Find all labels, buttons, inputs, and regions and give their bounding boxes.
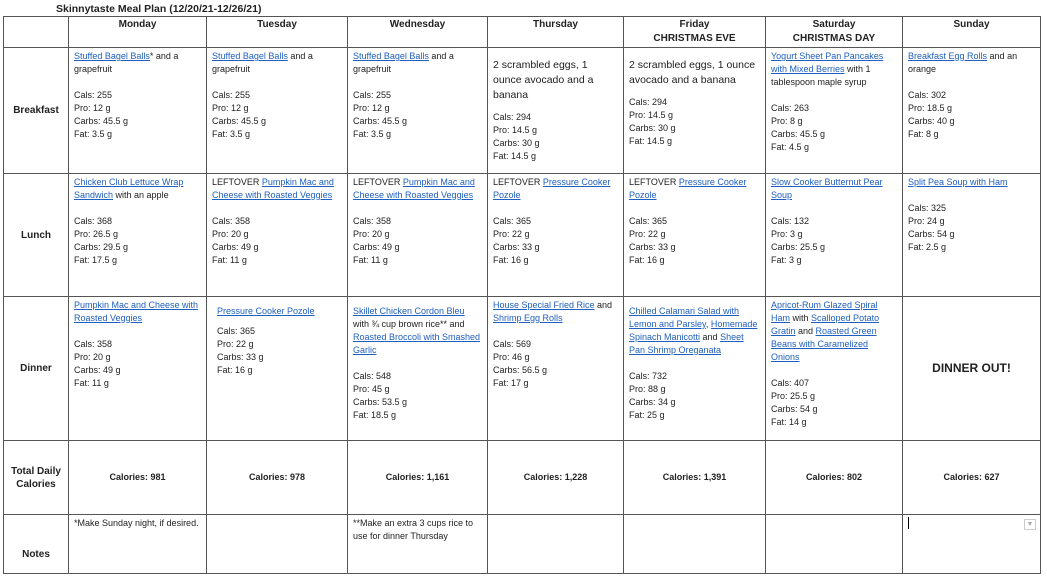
recipe-link[interactable]: Pressure Cooker Pozole — [629, 177, 747, 200]
lunch-cell: LEFTOVER Pressure Cooker Pozole Cals: 365 Pro: 22 g Carbs: 33 g Fat: 16 g — [624, 174, 766, 297]
recipe-link[interactable]: House Special Fried Rice — [493, 300, 595, 310]
breakfast-cell: 2 scrambled eggs, 1 ounce avocado and a banana Cals: 294 Pro: 14.5 g Carbs: 30 g Fat: 14.5 g — [488, 48, 624, 174]
dinner-cell: Chilled Calamari Salad with Lemon and Parsley, Homemade Spinach Manicotti and Sheet Pan Shrimp Oreganata Cals: 732 Pro: 88 g Carbs: 34 g Fat: 25 g — [624, 297, 766, 441]
total-calories: Calories: 1,228 — [488, 441, 624, 515]
breakfast-cell: Stuffed Bagel Balls* and a grapefruit Cals: 255 Pro: 12 g Carbs: 45.5 g Fat: 3.5 g — [69, 48, 207, 174]
total-calories: Calories: 802 — [766, 441, 903, 515]
row-label-dinner: Dinner — [4, 297, 69, 441]
recipe-link[interactable]: Apricot-Rum Glazed Spiral Ham — [771, 300, 878, 323]
dinner-out-cell: DINNER OUT! — [903, 297, 1041, 441]
day-header-friday: Friday CHRISTMAS EVE — [624, 17, 766, 48]
notes-cell[interactable]: **Make an extra 3 cups rice to use for dinner Thursday — [348, 515, 488, 574]
lunch-cell: Slow Cooker Butternut Pear Soup Cals: 132 Pro: 3 g Carbs: 25.5 g Fat: 3 g — [766, 174, 903, 297]
notes-cell-active[interactable] — [903, 515, 1041, 574]
day-header-sunday: Sunday — [903, 17, 1041, 48]
total-calories: Calories: 627 — [903, 441, 1041, 515]
breakfast-cell: 2 scrambled eggs, 1 ounce avocado and a banana Cals: 294 Pro: 14.5 g Carbs: 30 g Fat: 14.5 g — [624, 48, 766, 174]
notes-cell[interactable] — [488, 515, 624, 574]
dinner-row — [4, 297, 1041, 441]
lunch-cell: LEFTOVER Pumpkin Mac and Cheese with Roasted Veggies Cals: 358 Pro: 20 g Carbs: 49 g Fat: 11 g — [348, 174, 488, 297]
notes-cell[interactable] — [624, 515, 766, 574]
text-cursor — [908, 517, 909, 529]
lunch-row — [4, 174, 1041, 297]
total-calories: Calories: 981 — [69, 441, 207, 515]
recipe-link[interactable]: Yogurt Sheet Pan Pancakes with Mixed Berries — [771, 51, 884, 74]
recipe-link[interactable]: Sheet Pan Shrimp Oreganata — [629, 332, 744, 355]
total-calories: Calories: 1,161 — [348, 441, 488, 515]
header-row — [4, 17, 1041, 48]
breakfast-cell: Breakfast Egg Rolls and an orange Cals: 302 Pro: 18.5 g Carbs: 40 g Fat: 8 g — [903, 48, 1041, 174]
dinner-cell: House Special Fried Rice and Shrimp Egg Rolls Cals: 569 Pro: 46 g Carbs: 56.5 g Fat: 17 g — [488, 297, 624, 441]
lunch-cell: LEFTOVER Pumpkin Mac and Cheese with Roasted Veggies Cals: 358 Pro: 20 g Carbs: 49 g Fat: 11 g — [207, 174, 348, 297]
breakfast-cell: Stuffed Bagel Balls and a grapefruit Cals: 255 Pro: 12 g Carbs: 45.5 g Fat: 3.5 g — [348, 48, 488, 174]
recipe-link[interactable]: Pressure Cooker Pozole — [493, 177, 611, 200]
row-label-breakfast: Breakfast — [4, 48, 69, 174]
lunch-cell: Split Pea Soup with Ham Cals: 325 Pro: 24 g Carbs: 54 g Fat: 2.5 g — [903, 174, 1041, 297]
recipe-link[interactable]: Roasted Green Beans with Caramelized Onions — [771, 326, 877, 362]
recipe-link[interactable]: Pressure Cooker Pozole — [217, 306, 315, 316]
recipe-link[interactable]: Pumpkin Mac and Cheese with Roasted Veggies — [212, 177, 334, 200]
dinner-cell: Apricot-Rum Glazed Spiral Ham with Scalloped Potato Gratin and Roasted Green Beans with Caramelized Onions Cals: 407 Pro: 25.5 g Carbs: 54 g Fat: 14 g — [766, 297, 903, 441]
dinner-cell: Pumpkin Mac and Cheese with Roasted Veggies Cals: 358 Pro: 20 g Carbs: 49 g Fat: 11 g — [69, 297, 207, 441]
recipe-link[interactable]: Breakfast Egg Rolls — [908, 51, 988, 61]
document-title: Skinnytaste Meal Plan (12/20/21-12/26/21) — [56, 3, 262, 15]
recipe-link[interactable]: Stuffed Bagel Balls — [74, 51, 150, 61]
breakfast-cell: Stuffed Bagel Balls and a grapefruit Cals: 255 Pro: 12 g Carbs: 45.5 g Fat: 3.5 g — [207, 48, 348, 174]
notes-row — [4, 515, 1041, 574]
day-header-saturday: Saturday CHRISTMAS DAY — [766, 17, 903, 48]
total-calories: Calories: 1,391 — [624, 441, 766, 515]
meal-plan-table — [3, 16, 1041, 574]
notes-cell[interactable]: *Make Sunday night, if desired. — [69, 515, 207, 574]
row-label-lunch: Lunch — [4, 174, 69, 297]
recipe-link[interactable]: Scalloped Potato Gratin — [771, 313, 880, 336]
lunch-cell: Chicken Club Lettuce Wrap Sandwich with an apple Cals: 368 Pro: 26.5 g Carbs: 29.5 g Fat: 17.5 g — [69, 174, 207, 297]
recipe-link[interactable]: Chilled Calamari Salad with Lemon and Parsley — [629, 306, 740, 329]
lunch-cell: LEFTOVER Pressure Cooker Pozole Cals: 365 Pro: 22 g Carbs: 33 g Fat: 16 g — [488, 174, 624, 297]
recipe-link[interactable]: Stuffed Bagel Balls — [212, 51, 288, 61]
total-calories: Calories: 978 — [207, 441, 348, 515]
recipe-link[interactable]: Skillet Chicken Cordon Bleu — [353, 306, 465, 316]
recipe-link[interactable]: Pumpkin Mac and Cheese with Roasted Veggies — [353, 177, 475, 200]
dinner-cell: Skillet Chicken Cordon Bleu with ¾ cup brown rice** and Roasted Broccoli with Smashed Garlic Cals: 548 Pro: 45 g Carbs: 53.5 g Fat: 18.5 g — [348, 297, 488, 441]
row-label-total: Total Daily Calories — [4, 441, 69, 515]
notes-cell[interactable] — [207, 515, 348, 574]
recipe-link[interactable]: Pumpkin Mac and Cheese with Roasted Veggies — [74, 300, 199, 323]
day-header-tuesday: Tuesday — [207, 17, 348, 48]
cell-dropdown-icon[interactable]: ▼ — [1024, 519, 1036, 530]
day-header-monday: Monday — [69, 17, 207, 48]
recipe-link[interactable]: Slow Cooker Butternut Pear Soup — [771, 177, 883, 200]
recipe-link[interactable]: Stuffed Bagel Balls — [353, 51, 429, 61]
recipe-link[interactable]: Homemade Spinach Manicotti — [629, 319, 758, 342]
holiday-label: CHRISTMAS DAY — [792, 33, 876, 44]
day-header-wednesday: Wednesday — [348, 17, 488, 48]
total-row — [4, 441, 1041, 515]
dinner-cell: Pressure Cooker Pozole Cals: 365 Pro: 22 g Carbs: 33 g Fat: 16 g — [207, 297, 348, 441]
corner-cell — [4, 17, 69, 48]
row-label-notes: Notes — [4, 515, 69, 574]
recipe-link[interactable]: Chicken Club Lettuce Wrap Sandwich — [74, 177, 184, 200]
recipe-link[interactable]: Split Pea Soup with Ham — [908, 177, 1008, 187]
recipe-link[interactable]: Shrimp Egg Rolls — [493, 313, 563, 323]
recipe-link[interactable]: Roasted Broccoli with Smashed Garlic — [353, 332, 481, 355]
holiday-label: CHRISTMAS EVE — [653, 33, 736, 44]
day-header-thursday: Thursday — [488, 17, 624, 48]
breakfast-cell: Yogurt Sheet Pan Pancakes with Mixed Berries with 1 tablespoon maple syrup Cals: 263 Pro: 8 g Carbs: 45.5 g Fat: 4.5 g — [766, 48, 903, 174]
breakfast-row — [4, 48, 1041, 174]
notes-cell[interactable] — [766, 515, 903, 574]
